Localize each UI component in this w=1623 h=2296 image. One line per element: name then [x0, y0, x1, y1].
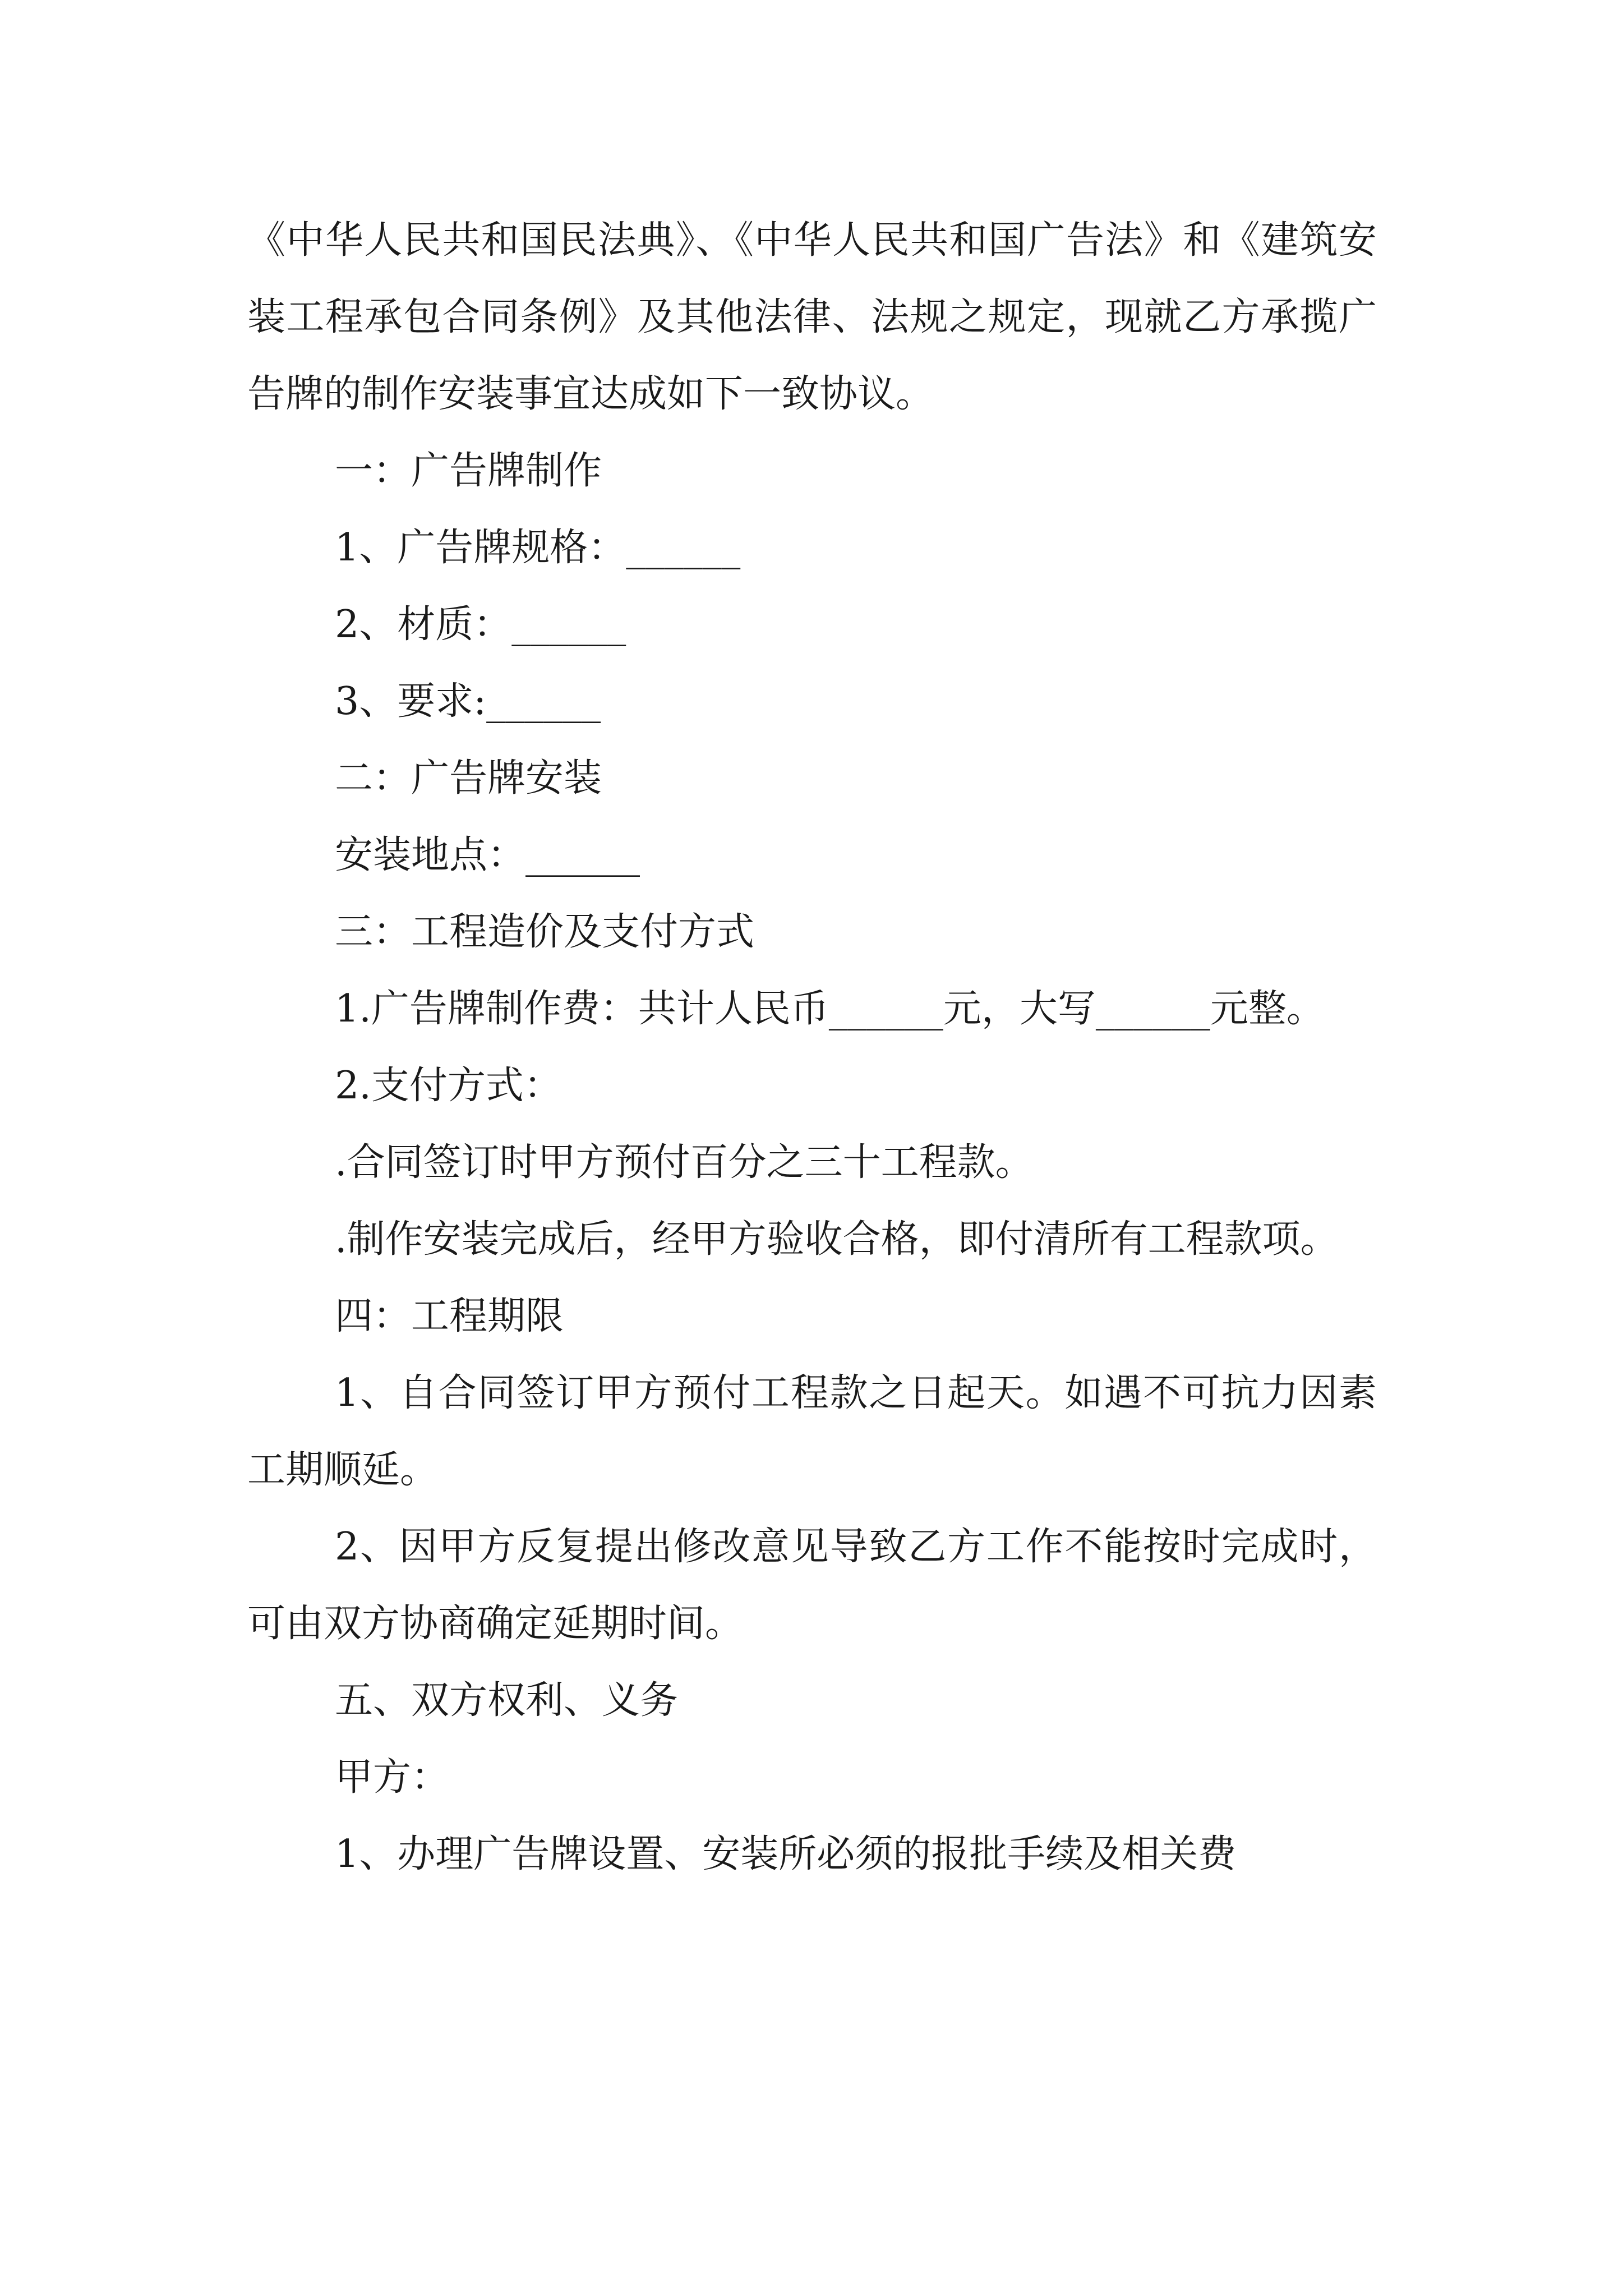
- payment-clause: .合同签订时甲方预付百分之三十工程款。: [335, 1140, 1034, 1185]
- section-heading-installation: 二：广告牌安装: [335, 756, 602, 800]
- payment-clause: .制作安装完成后，经甲方验收合格，即付清所有工程款项。: [335, 1217, 1339, 1262]
- payment-method-item: 2.支付方式：: [335, 1064, 562, 1108]
- production-fee-item: 1.广告牌制作费：共计人民币______元，大写______元整。: [335, 987, 1325, 1031]
- material-item: 2、材质：______: [335, 602, 626, 647]
- party-a-heading: 甲方：: [335, 1755, 450, 1800]
- section-heading-rights: 五、双方权利、义务: [335, 1678, 679, 1723]
- schedule-clause: 1、自合同签订甲方预付工程款之日起天。如遇不可抗力因素工期顺延。: [247, 1371, 1377, 1492]
- section-heading-schedule: 四：工程期限: [335, 1294, 564, 1338]
- party-a-clause: 1、办理广告牌设置、安装所必须的报批手续及相关费: [335, 1832, 1237, 1876]
- section-heading-cost: 三：工程造价及支付方式: [335, 910, 755, 954]
- contract-preamble: 《中华人民共和国民法典》、《中华人民共和国广告法》和《建筑安装工程承包合同条例》及其他法律、法规之规定，现就乙方承揽广告牌的制作安装事宜达成如下一致协议。: [247, 218, 1377, 416]
- section-heading-production: 一：广告牌制作: [335, 449, 602, 493]
- spec-item: 1、广告牌规格：______: [335, 526, 741, 570]
- contract-body: [247, 202, 1377, 1893]
- requirement-item: 3、要求:______: [335, 679, 601, 724]
- schedule-clause: 2、因甲方反复提出修改意见导致乙方工作不能按时完成时，可由双方协商确定延期时间。: [247, 1525, 1377, 1646]
- install-location-item: 安装地点：______: [335, 833, 640, 877]
